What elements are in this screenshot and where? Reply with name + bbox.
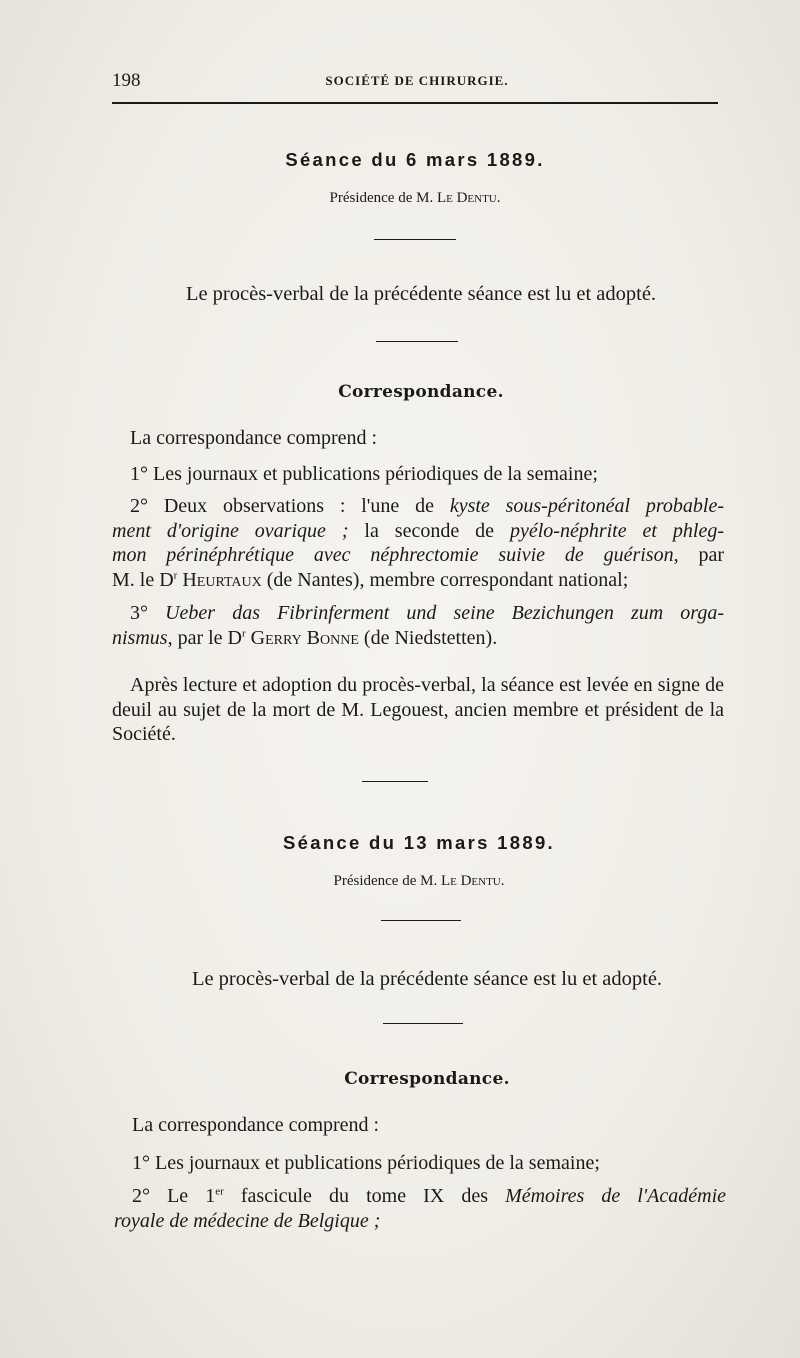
president-name: Le Dentu. [436,190,501,206]
correspondence-item-3 [112,601,724,650]
section-rule [383,1023,463,1024]
author-name: Heurtaux [182,568,262,591]
correspondence-intro [114,1113,726,1138]
page-number: 198 [112,70,141,91]
item-3-italic: nismus [112,626,168,649]
item-2-line: M. le $D^r$ Heurtaux (de Nantes), membre correspondant national; [112,568,629,591]
minutes-statement: Le procès-verbal de la précédente séance est lu et adopté. [191,968,663,990]
section-rule [381,920,461,921]
item-2-line: 2° Deux observations : l'une de kyste sous-péritonéal probable- [130,495,724,517]
item-3-line: nismus, par le $D^r$ Gerry Bonne (de Niedstetten). [112,626,498,649]
item-2-italic: ment d'origine ovarique ; [112,519,349,542]
president-name: Le Dentu. [440,873,505,889]
item-2-italic: pyélo-néphrite et phleg- [509,519,724,542]
closing-paragraph: Après lecture et adoption du procès-verbal, la séance est levée en signe de deuil au sujet de la mort de M. Legouest, ancien membre et président de la Société. [112,674,724,745]
session-title: Séance du 13 mars 1889. [283,832,555,853]
correspondence-item-1 [114,1151,726,1176]
correspondence-intro-text: La correspondance comprend : [130,427,378,449]
item-1-text: 1° Les journaux et publications périodiques de la semaine; [132,1152,600,1174]
correspondence-heading: Correspondance. [338,382,504,402]
minutes-statement: Le procès-verbal de la précédente séance est lu et adopté. [185,283,657,305]
section-rule [376,341,458,342]
header-rule [112,102,718,104]
correspondence-item-1 [112,462,724,487]
running-header [112,70,722,92]
item-2-italic: kyste sous-péritonéal probable- [449,495,724,517]
item-2-italic: Mémoires de l'Académie [505,1185,727,1207]
item-2-line: 2° Le 1er fascicule du tome IX des Mémoires de l'Académie [132,1185,727,1207]
author-name: Gerry Bonne [250,626,359,649]
item-3-line: 3° Ueber das Fibrinferment und seine Bezichungen zum orga- [130,602,724,624]
correspondence-heading: Correspondance. [344,1069,510,1089]
presidence-prefix: Présidence de M. [329,190,434,206]
correspondence-intro-text: La correspondance comprend : [132,1114,380,1136]
presidence-line [112,190,718,207]
item-2-line [114,1209,726,1234]
item-2-line: mon périnéphrétique avec néphrectomie suivie de guérison, par [112,544,725,566]
correspondence-intro [112,426,724,451]
item-2-italic: royale de médecine de Belgique ; [114,1209,381,1232]
session-title: Séance du 6 mars 1889. [285,149,545,170]
presidence-line [116,873,722,890]
correspondence-item-2 [112,494,724,592]
item-2-line: ment d'origine ovarique ; la seconde de pyélo-néphrite et phleg- [112,519,724,542]
correspondence-item-2 [114,1184,726,1233]
item-2-italic: mon périnéphrétique avec néphrectomie suivie de guérison [112,544,674,566]
presidence-prefix: Présidence de M. [333,873,438,889]
running-title: SOCIÉTÉ DE CHIRURGIE. [325,73,509,88]
item-3-italic: Ueber das Fibrinferment und seine Bezichungen zum orga- [165,602,724,624]
session-separator-rule [362,781,428,782]
item-1-text: 1° Les journaux et publications périodiques de la semaine; [130,463,598,485]
section-rule [374,239,456,240]
